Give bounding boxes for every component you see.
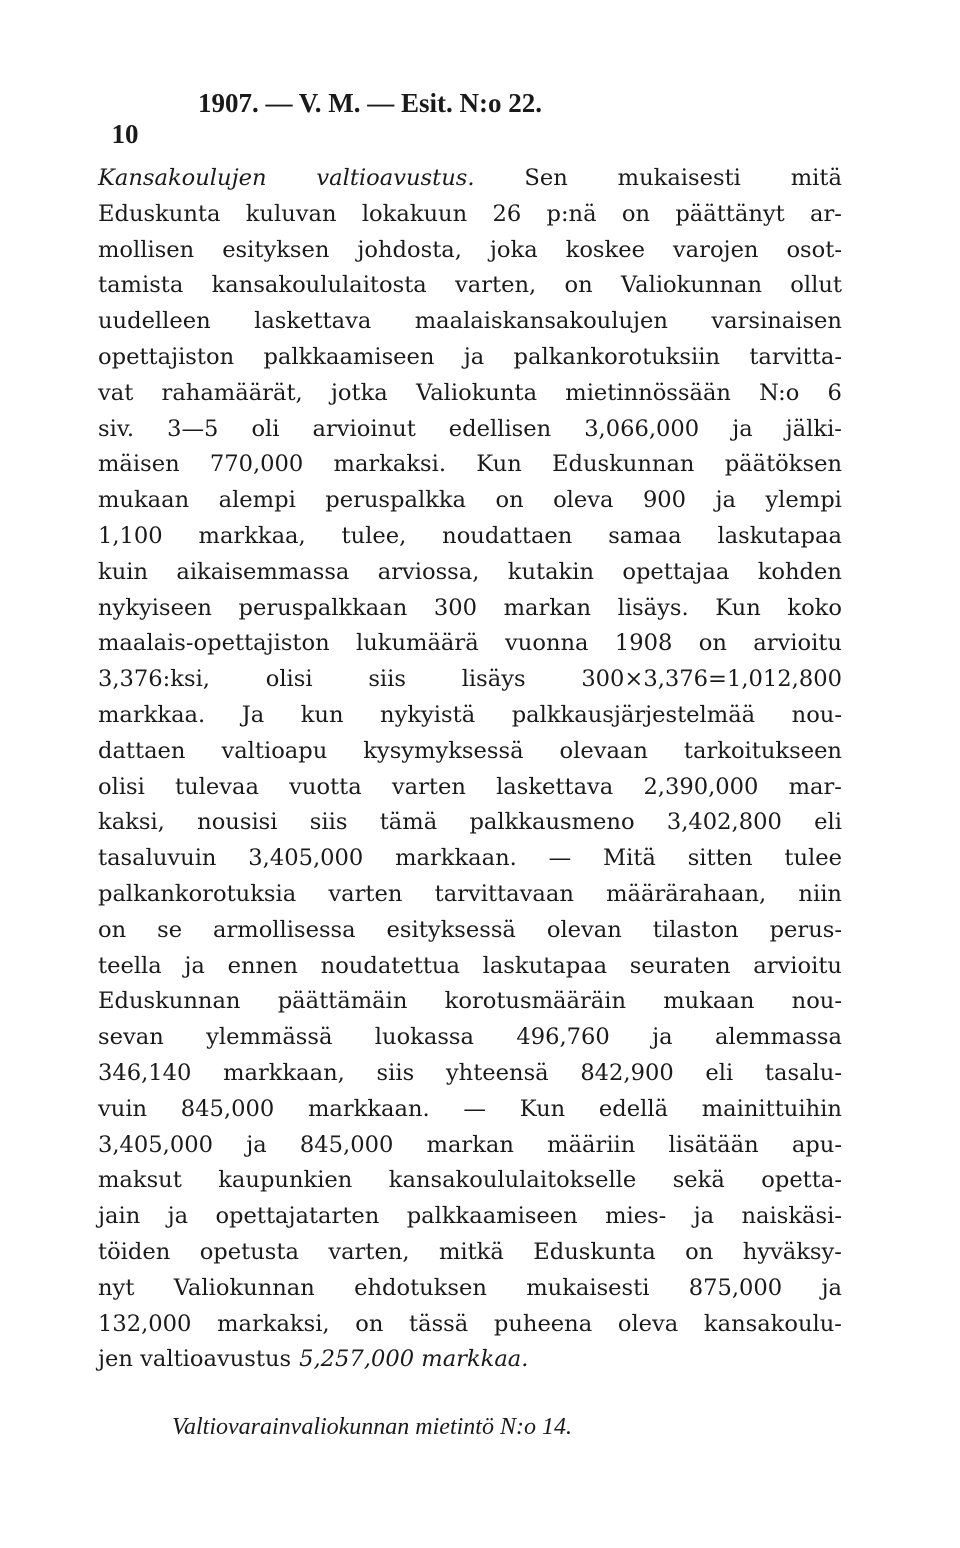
word: maksut [98, 1167, 182, 1194]
word: on [685, 1238, 714, 1265]
word: niin [798, 880, 842, 907]
word: mar- [788, 773, 842, 800]
text-line [98, 1199, 842, 1235]
word: nou- [791, 701, 842, 728]
word: 845,000 [299, 1131, 394, 1158]
word: nykyistä [380, 701, 476, 728]
word: oli [251, 415, 280, 442]
word: p:nä [546, 200, 597, 227]
word: ylempi [765, 487, 842, 514]
word: joka [489, 236, 538, 263]
word: 3,402,800 [666, 809, 782, 836]
word: nousisi [197, 809, 278, 836]
word: osot- [786, 236, 842, 263]
word: siis [368, 666, 406, 693]
word: 3,376:ksi, [98, 666, 210, 693]
word: opettajaa [622, 558, 730, 585]
word: 300×3,376=1,012,800 [581, 666, 842, 693]
text-line [98, 913, 842, 949]
word: ollut [790, 272, 842, 299]
word: mitkä [438, 1238, 504, 1265]
word: arvioinut [312, 415, 416, 442]
word: markaksi. [333, 451, 447, 478]
text-line [98, 1307, 842, 1343]
word: 26 [492, 200, 522, 227]
word: kuluvan [245, 200, 337, 227]
word: Valiokunnan [620, 272, 763, 299]
word: tasaluvuin [98, 845, 217, 872]
word: 346,140 [98, 1059, 192, 1086]
word: 1,100 [98, 522, 163, 549]
word: on [98, 916, 127, 943]
word: N:o [759, 379, 800, 406]
word: esityksen [222, 236, 330, 263]
word: yhteensä [445, 1059, 549, 1086]
word: on [564, 272, 593, 299]
text-line [98, 770, 842, 806]
word: 2,390,000 [643, 773, 759, 800]
word: Mitä [602, 845, 656, 872]
word: — [548, 845, 572, 872]
word: noudatettua [320, 952, 460, 979]
text-line [98, 519, 842, 555]
word: luokassa [374, 1024, 474, 1051]
word: mitä [790, 165, 842, 191]
word: tämä [379, 809, 438, 836]
word: siis [309, 809, 348, 836]
word: palkkausmeno [469, 809, 635, 836]
word: 1908 [614, 630, 673, 657]
word: vuotta [289, 773, 362, 800]
word: tulee [784, 845, 842, 872]
word: korotusmääräin [444, 988, 626, 1015]
word: tulevaa [175, 773, 259, 800]
word: 770,000 [209, 451, 304, 478]
word: töiden [98, 1238, 171, 1265]
text-line [98, 984, 842, 1020]
word: kysymyksessä [363, 737, 524, 764]
word: nou- [791, 988, 842, 1015]
text-line [98, 376, 842, 412]
word: 300 [433, 594, 478, 621]
word: palkankorotuksia [98, 880, 297, 907]
word: dattaen [98, 737, 186, 764]
text-line [98, 555, 842, 591]
word: opetusta [199, 1238, 299, 1265]
text-line [98, 1056, 842, 1092]
text-line [98, 161, 842, 197]
word: kansakoululaitosta [211, 272, 427, 299]
word: aikaisemmassa [176, 558, 350, 585]
word: edellä [598, 1095, 669, 1122]
word: vat [98, 379, 134, 406]
word: Valiokunnan [173, 1274, 315, 1301]
word: nykyiseen [98, 594, 212, 621]
text-line [98, 447, 842, 483]
word: perus- [769, 916, 842, 943]
text-line [98, 877, 842, 913]
word: jälki- [785, 415, 842, 442]
word: sekä [672, 1167, 725, 1194]
word: markaksi, [217, 1310, 330, 1337]
word: noudattaen [442, 522, 573, 549]
word: olevan [546, 916, 622, 943]
word: oleva [553, 487, 614, 514]
word: puheena [493, 1310, 593, 1337]
word: jain [98, 1203, 141, 1230]
word: 496,760 [516, 1024, 610, 1051]
word: lisäys. [617, 594, 689, 621]
word: 875,000 [688, 1274, 783, 1301]
word: armollisessa [213, 916, 356, 943]
word: mukaan [98, 487, 190, 514]
text-line [98, 1092, 842, 1128]
word: laskettava [254, 308, 372, 335]
word: arviossa, [377, 558, 480, 585]
word: ja [463, 343, 485, 370]
word: ja [246, 1131, 267, 1158]
final-amount: 5,257,000 markkaa. [299, 1346, 529, 1373]
word: Kun [715, 594, 761, 621]
word: kansakoululaitokselle [388, 1167, 637, 1194]
word: 3,066,000 [584, 415, 700, 442]
word: on [495, 487, 524, 514]
word: varten, [455, 272, 537, 299]
word: markkaa. [98, 701, 206, 728]
word: maalaiskansakoulujen [414, 308, 668, 335]
word: 845,000 [180, 1095, 275, 1122]
text-line [98, 734, 842, 770]
text-line [98, 591, 842, 627]
word: kaksi, [98, 809, 165, 836]
word: 3,405,000 [98, 1131, 213, 1158]
word: Eduskunnan [552, 451, 695, 478]
word: palkankorotuksiin [513, 343, 721, 370]
word: alemmassa [714, 1024, 842, 1051]
word: kuin [98, 558, 149, 585]
word: kun [300, 701, 344, 728]
text-line [98, 304, 842, 340]
word: mies- [605, 1203, 667, 1230]
word: mukaan [663, 988, 755, 1015]
body-text [98, 161, 842, 1378]
word: olisi [98, 773, 145, 800]
word: mollisen [98, 236, 195, 263]
text-line [98, 805, 842, 841]
word: mäisen [98, 451, 180, 478]
text-line-final [98, 1342, 842, 1378]
word: eli [705, 1059, 734, 1086]
text-line [98, 197, 842, 233]
word: mainittuihin [701, 1095, 842, 1122]
word: opettajatarten [215, 1203, 380, 1230]
text-line [98, 1163, 842, 1199]
word: laskutapaa [482, 952, 608, 979]
text-line [98, 233, 842, 269]
word: 900 [642, 487, 687, 514]
word: hyväksy- [742, 1238, 842, 1265]
word: koskee [565, 236, 645, 263]
word: tamista [98, 272, 184, 299]
word: maalais-opettajiston [98, 630, 330, 657]
word: esityksessä [386, 916, 516, 943]
word: naiskäsi- [741, 1203, 842, 1230]
word: markkaan. [307, 1095, 430, 1122]
word: — [463, 1095, 486, 1122]
word: lukumäärä [356, 630, 479, 657]
word: olisi [265, 666, 313, 693]
word: samaa [608, 522, 682, 549]
word: ja [652, 1024, 673, 1051]
word: arvioitu [753, 952, 842, 979]
text-line [98, 1020, 842, 1056]
word: ehdotuksen [354, 1274, 487, 1301]
word: ja [715, 487, 736, 514]
text-line [98, 1271, 842, 1307]
word: 3,405,000 [248, 845, 364, 872]
word: lokakuun [361, 200, 468, 227]
word: ja [167, 1203, 189, 1230]
word: vuin [98, 1095, 148, 1122]
text-line [98, 841, 842, 877]
word: Ja [241, 701, 265, 728]
text-line [98, 483, 842, 519]
word: ar- [810, 200, 842, 227]
word: uudelleen [98, 308, 211, 335]
word: 842,900 [580, 1059, 674, 1086]
word: vuonna [505, 630, 589, 657]
word: opettajiston [98, 343, 235, 370]
word: palkkaamiseen [263, 343, 435, 370]
word: Kun [519, 1095, 566, 1122]
word: markkaan, [223, 1059, 345, 1086]
text-line [98, 1128, 842, 1164]
word: eli [814, 809, 842, 836]
word: varten, [328, 1238, 410, 1265]
word: palkkausjärjestelmää [511, 701, 756, 728]
text-line [98, 412, 842, 448]
word: markkaa, [198, 522, 306, 549]
word: Valiokunta [415, 379, 538, 406]
word: jotka [330, 379, 388, 406]
text-line [98, 949, 842, 985]
word: 3—5 [167, 415, 219, 442]
word: on [621, 200, 651, 227]
word: rahamäärät, [161, 379, 303, 406]
word: arvioitu [753, 630, 842, 657]
word: 132,000 [98, 1310, 192, 1337]
word: markkaan. [395, 845, 517, 872]
word: varsinaisen [711, 308, 842, 335]
word: ja [184, 952, 205, 979]
final-line-text: jen valtioavustus [98, 1346, 292, 1373]
page-number: 10 [111, 119, 139, 149]
word: tasalu- [764, 1059, 842, 1086]
word: markan [426, 1131, 514, 1158]
word: Eduskunta [533, 1238, 656, 1265]
word: edellisen [448, 415, 552, 442]
word: varojen [672, 236, 759, 263]
word: on [698, 630, 727, 657]
word: opetta- [761, 1167, 842, 1194]
page-footer: Valtiovarainvaliokunnan mietintö N:o 14. [172, 1414, 572, 1440]
word: tulee, [341, 522, 407, 549]
word: ja [693, 1203, 715, 1230]
word: se [157, 916, 183, 943]
word: Sen [524, 165, 568, 191]
text-line [98, 626, 842, 662]
word: lisätään [668, 1131, 759, 1158]
word: apu- [791, 1131, 842, 1158]
word: siv. [98, 415, 135, 442]
word: Eduskunnan [98, 988, 241, 1015]
word: mukaisesti [617, 165, 741, 191]
document-title: 1907. — V. M. — Esit. N:o 22. [198, 88, 543, 118]
word: tarkoitukseen [683, 737, 842, 764]
word: määrärahaan, [606, 880, 767, 907]
word: sevan [98, 1024, 164, 1051]
word: valtioavustus. [316, 165, 475, 191]
word: päättämäin [277, 988, 408, 1015]
word: alempi [218, 487, 296, 514]
word: kutakin [507, 558, 595, 585]
word: laskutapaa [717, 522, 842, 549]
word: tilaston [652, 916, 739, 943]
word: olevaan [559, 737, 648, 764]
text-line [98, 662, 842, 698]
word: Eduskunta [98, 200, 221, 227]
word: valtioapu [221, 737, 328, 764]
word: Kansakoulujen [98, 165, 267, 191]
word: varten [328, 880, 403, 907]
word: varten [391, 773, 466, 800]
word: ylemmässä [206, 1024, 333, 1051]
word: seuraten [629, 952, 731, 979]
word: Kun [476, 451, 522, 478]
word: on [355, 1310, 384, 1337]
word: ja [732, 415, 753, 442]
word: tarvittavaan [434, 880, 574, 907]
word: laskettava [496, 773, 614, 800]
word: päättänyt [675, 200, 785, 227]
word: palkkaamiseen [406, 1203, 578, 1230]
word: peruspalkka [325, 487, 467, 514]
word: oleva [617, 1310, 679, 1337]
word: tarvitta- [749, 343, 842, 370]
word: lisäys [461, 666, 526, 693]
text-line [98, 268, 842, 304]
word: mukaisesti [526, 1274, 650, 1301]
word: sitten [687, 845, 753, 872]
word: mietinnössään [565, 379, 731, 406]
word: ja [821, 1274, 842, 1301]
word: koko [787, 594, 842, 621]
word: 6 [827, 379, 842, 406]
word: määriin [547, 1131, 636, 1158]
word: peruspalkkaan [238, 594, 408, 621]
word: markan [503, 594, 592, 621]
word: kaupunkien [218, 1167, 353, 1194]
text-line [98, 698, 842, 734]
word: siis [376, 1059, 415, 1086]
word: nyt [98, 1274, 135, 1301]
word: kansakoulu- [703, 1310, 842, 1337]
word: johdosta, [357, 236, 462, 263]
word: kohden [757, 558, 842, 585]
text-line [98, 340, 842, 376]
word: päätöksen [724, 451, 842, 478]
word: ennen [227, 952, 298, 979]
word: tässä [409, 1310, 469, 1337]
text-line [98, 1235, 842, 1271]
word: teella [98, 952, 162, 979]
